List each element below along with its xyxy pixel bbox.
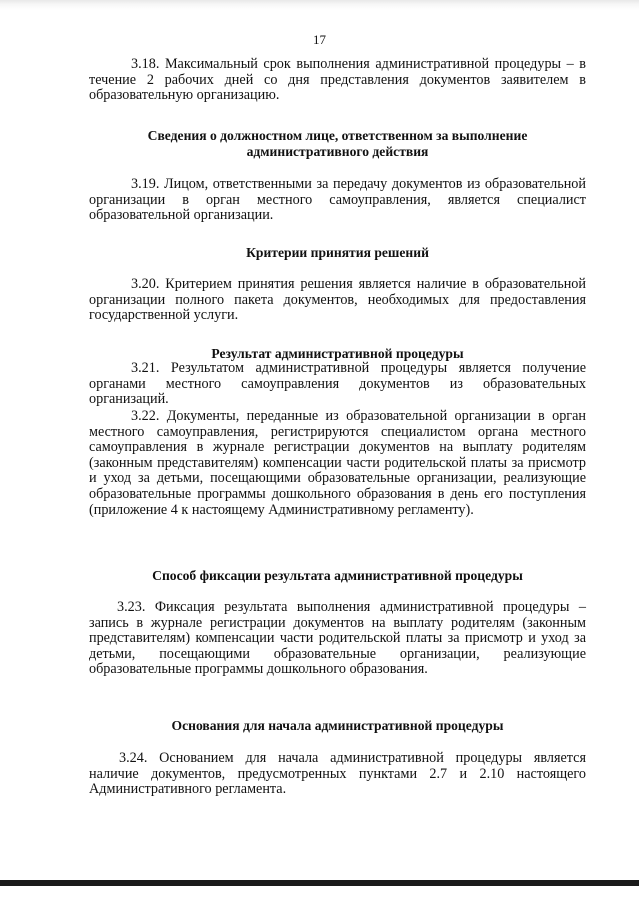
paragraph-3-21: 3.21. Результатом административной процедуры является получение органами местного самоуправления документов из образовательных организаций. [89,360,586,408]
scan-edge-bottom [0,880,639,886]
paragraph-3-18: 3.18. Максимальный срок выполнения административной процедуры – в течение 2 рабочих дней со дня представления документов заявителем в образовательную организацию. [89,56,586,104]
heading-official: Сведения о должностном лице, ответственном за выполнение административного действия [147,128,528,159]
heading-procedure-grounds: Основания для начала административной процедуры [171,718,504,733]
paragraph-3-24: 3.24. Основанием для начала административной процедуры является наличие документов, предусмотренных пунктами 2.7 и 2.10 настоящего Административного регламента. [89,750,586,798]
paragraph-3-19: 3.19. Лицом, ответственными за передачу документов из образовательной организации в орган местного самоуправления, является специалист образовательной организации. [89,176,586,224]
heading-procedure-result: Результат административной процедуры [211,346,464,361]
heading-decision-criteria: Критерии принятия решений [246,245,429,260]
scan-edge-top [0,0,639,10]
page-number: 17 [313,32,326,47]
paragraph-3-22: 3.22. Документы, переданные из образовательной организации в орган местного самоуправления, регистрируются специалистом органа местного самоуправления в журнале регистрации документов на выплату родителям (законным представителям) компенсации части родительской платы за присмотр и уход за детьми, посещающими образовательные организации, реализующие образовательные программы дошкольного образования в день его поступления (приложение 4 к настоящему Административному регламенту). [89,408,586,518]
heading-result-recording: Способ фиксации результата административной процедуры [152,568,523,583]
paragraph-3-20: 3.20. Критерием принятия решения является наличие в образовательной организации полного пакета документов, необходимых для предоставления государственной услуги. [89,276,586,324]
paragraph-3-23: 3.23. Фиксация результата выполнения административной процедуры – запись в журнале регистрации документов на выплату родителям (законным представителям) компенсации части родительской платы за присмотр и уход за детьми, посещающими образовательные организации, реализующие образовательные программы дошкольного образования. [89,599,586,678]
